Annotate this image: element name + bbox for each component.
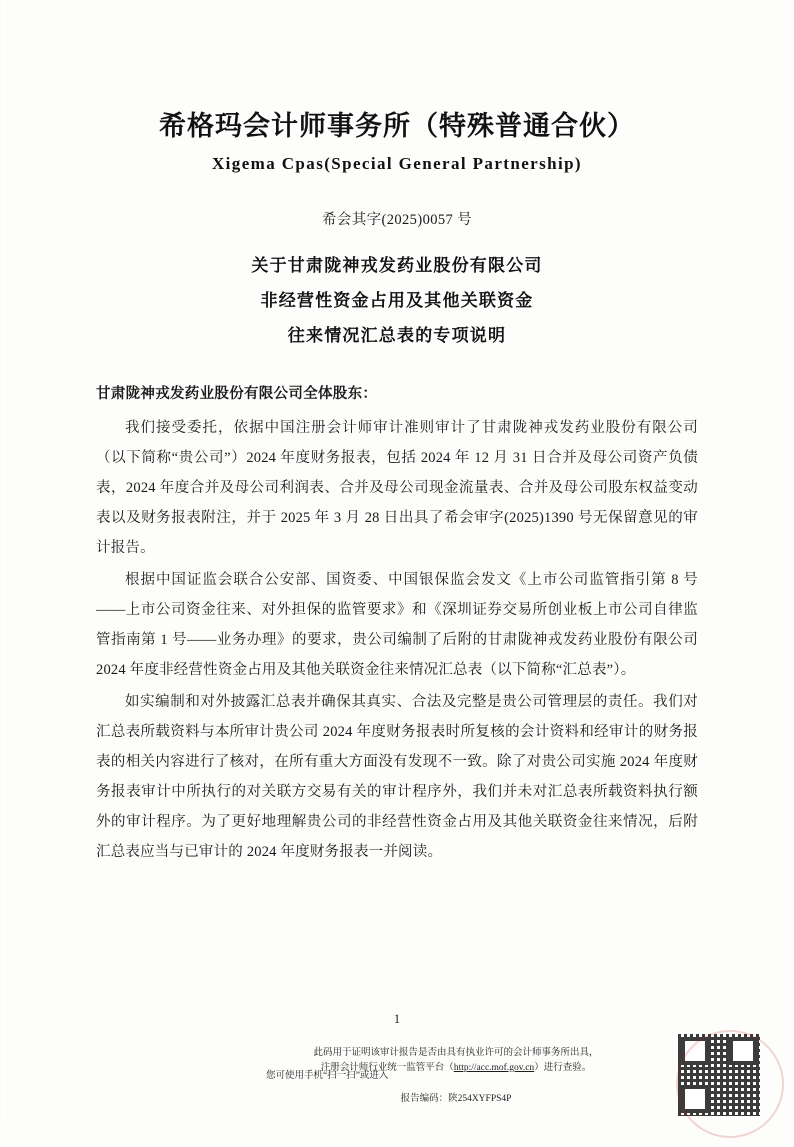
verify-suffix: ）进行查验。: [534, 1062, 592, 1073]
report-code: 报告编码：陕254XYFPS4P: [400, 1094, 512, 1104]
firm-name-en: Xigema Cpas(Special General Partnership): [212, 154, 582, 173]
page-number: 1: [393, 1012, 401, 1026]
paragraph-3: 如实编制和对外披露汇总表并确保其真实、合法及完整是贵公司管理层的责任。我们对汇总表所载资料与本所审计贵公司 2024 年度财务报表时所复核的会计资料和经审计的财务报表的相关内容进行了核对，在所有重大方面没有发现不一致。除了对贵公司实施 2024 年度财务报表审计中所执行的对关联方交易有关的审计程序外，我们并未对汇总表所载资料执行额外的审计程序。为了更好地理解贵公司的非经营性资金占用及其他关联资金往来情况，后附汇总表应当与已审计的 2024 年度财务报表一并阅读。: [96, 693, 698, 860]
firm-name-cn: 希格玛会计师事务所（特殊普通合伙）: [159, 111, 635, 142]
addressee: 甘肃陇神戎发药业股份有限公司全体股东：: [96, 385, 378, 402]
document-title: [96, 249, 698, 354]
qr-eye-bottom-left: [681, 1085, 709, 1113]
verify-link[interactable]: http://acc.mof.gov.cn: [453, 1062, 535, 1073]
verify-line-1: 此码用于证明该审计报告是否由具有执业许可的会计师事务所出具，: [313, 1048, 599, 1058]
footer-verification: [96, 1040, 774, 1118]
document-number: 希会其字(2025)0057 号: [321, 212, 473, 228]
qr-code[interactable]: [678, 1034, 760, 1116]
title-line-2: 非经营性资金占用及其他关联资金: [260, 290, 534, 310]
page-content: [96, 0, 698, 1122]
title-line-1: 关于甘肃陇神戎发药业股份有限公司: [251, 256, 543, 275]
scan-hint: 您可使用手机“扫一扫”或进入: [266, 1071, 389, 1081]
paragraph-1: 我们接受委托，依据中国注册会计师审计准则审计了甘肃陇神戎发药业股份有限公司（以下简称“贵公司”）2024 年度财务报表，包括 2024 年 12 月 31 日合并及母公司资产负债表，2024 年度合并及母公司利润表、合并及母公司现金流量表、合并及母公司股东权益变动表以及财务报表附注，并于 2025 年 3 月 28 日出具了希会审字(2025)1390 号无保留意见的审计报告。: [96, 419, 698, 556]
letterhead: [96, 0, 698, 174]
verify-prefix: 注册会计师行业统一监管平台（: [320, 1062, 454, 1073]
paragraph-2: 根据中国证监会联合公安部、国资委、中国银保监会发文《上市公司监管指引第 8 号——上市公司资金往来、对外担保的监管要求》和《深圳证券交易所创业板上市公司自律监管指南第 1 号——业务办理》的要求，贵公司编制了后附的甘肃陇神戎发药业股份有限公司 2024 年度非经营性资金占用及其他关联资金往来情况汇总表（以下简称“汇总表”）。: [96, 571, 698, 678]
title-line-3: 往来情况汇总表的专项说明: [287, 325, 507, 345]
document-body: [96, 413, 698, 867]
qr-code-icon: [678, 1034, 760, 1116]
